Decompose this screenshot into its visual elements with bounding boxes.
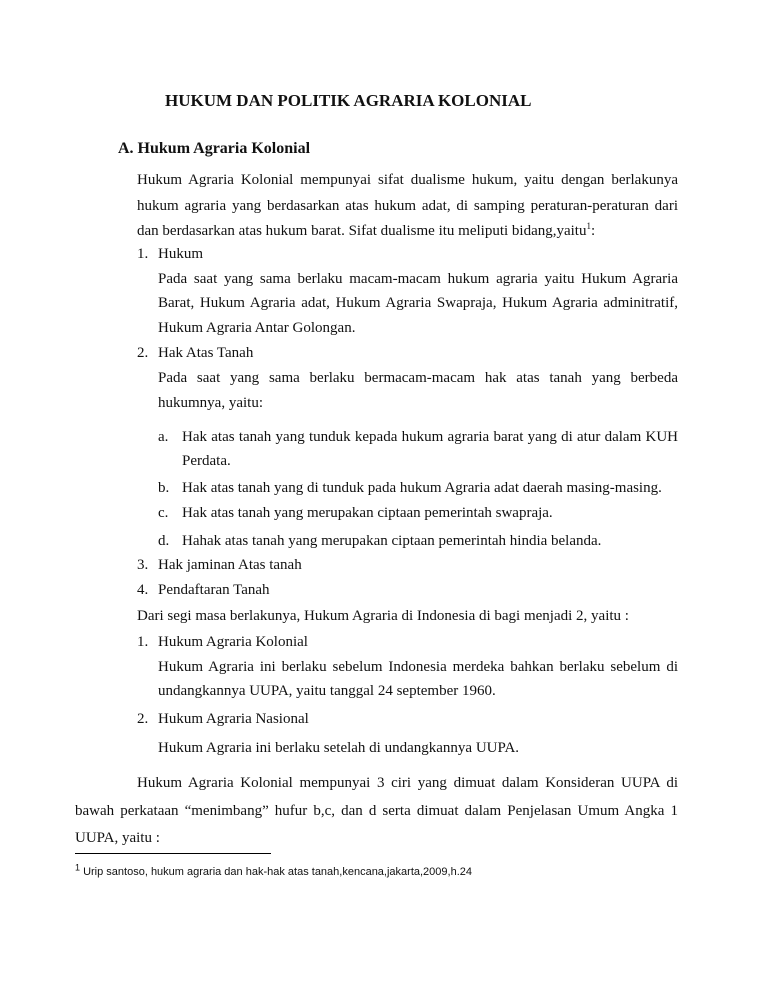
list-item-label: Hukum Agraria Nasional — [158, 711, 309, 727]
list-number: 2. — [137, 711, 149, 727]
list-number: 1. — [137, 246, 149, 262]
list-number: 3. — [137, 557, 149, 573]
sublist-text: Hak atas tanah yang merupakan ciptaan pemerintah swapraja. — [182, 505, 553, 521]
sublist-text: Hak atas tanah yang di tunduk pada hukum Agraria adat daerah masing-masing. — [182, 480, 662, 496]
sublist-text: Hahak atas tanah yang merupakan ciptaan pemerintah hindia belanda. — [182, 533, 602, 549]
sublist-letter: c. — [158, 505, 169, 521]
list-item-text: undangkannya UUPA, yaitu tanggal 24 september 1960. — [158, 683, 496, 699]
section-heading: A. Hukum Agraria Kolonial — [118, 140, 311, 157]
sublist-text: Hak atas tanah yang tunduk kepada hukum agraria barat yang di atur dalam KUH — [182, 429, 678, 445]
list-item-text: Hukum Agraria ini berlaku setelah di undangkannya UUPA. — [158, 740, 520, 756]
list-item-text: Pada saat yang sama berlaku macam-macam hukum agraria yaitu Hukum Agraria — [158, 271, 678, 287]
footnote-number: 1 — [75, 862, 81, 873]
paragraph-line: Hukum Agraria Kolonial mempunyai sifat dualisme hukum, yaitu dengan berlakunya — [137, 172, 678, 188]
paragraph-line: bawah perkataan “menimbang” hufur b,c, dan d serta dimuat dalam Penjelasan Umum Angka 1 — [75, 803, 678, 819]
paragraph-line: UUPA, yaitu : — [75, 830, 160, 846]
paragraph-line: Dari segi masa berlakunya, Hukum Agraria di Indonesia di bagi menjadi 2, yaitu : — [137, 608, 629, 624]
list-item-label: Hak jaminan Atas tanah — [158, 557, 302, 573]
list-number: 1. — [137, 634, 149, 650]
paragraph-line — [137, 222, 595, 240]
list-number: 4. — [137, 582, 149, 598]
list-item-label: Hak Atas Tanah — [158, 345, 254, 361]
sublist-text: Perdata. — [182, 453, 231, 469]
sublist-letter: b. — [158, 480, 170, 496]
paragraph-line: hukum agraria yang berdasarkan atas hukum adat, di samping peraturan-peraturan dari — [137, 198, 678, 214]
list-item-text: Barat, Hukum Agraria adat, Hukum Agraria Swapraja, Hukum Agraria adminitratif, — [158, 295, 678, 311]
paragraph-text: dan berdasarkan atas hukum barat. Sifat dualisme itu meliputi bidang,yaitu — [137, 223, 587, 239]
page-title: HUKUM DAN POLITIK AGRARIA KOLONIAL — [165, 91, 532, 110]
sublist-letter: d. — [158, 533, 170, 549]
paragraph-text: : — [590, 223, 596, 239]
footnote — [75, 863, 472, 881]
list-item-text: Hukum Agraria ini berlaku sebelum Indonesia merdeka bahkan berlaku sebelum di — [158, 659, 678, 675]
footnote-text: Urip santoso, hukum agraria dan hak-hak atas tanah,kencana,jakarta,2009,h.24 — [83, 866, 472, 878]
list-item-label: Pendaftaran Tanah — [158, 582, 270, 598]
list-item-label: Hukum — [158, 246, 203, 262]
list-item-label: Hukum Agraria Kolonial — [158, 634, 308, 650]
list-item-text: hukumnya, yaitu: — [158, 395, 263, 411]
footnote-ref[interactable]: 1 — [586, 221, 591, 231]
paragraph-line: Hukum Agraria Kolonial mempunyai 3 ciri yang dimuat dalam Konsideran UUPA di — [137, 775, 678, 791]
list-number: 2. — [137, 345, 149, 361]
list-item-text: Pada saat yang sama berlaku bermacam-macam hak atas tanah yang berbeda — [158, 370, 678, 386]
list-item-text: Hukum Agraria Antar Golongan. — [158, 320, 356, 336]
sublist-letter: a. — [158, 429, 169, 445]
footnote-separator — [75, 853, 271, 854]
